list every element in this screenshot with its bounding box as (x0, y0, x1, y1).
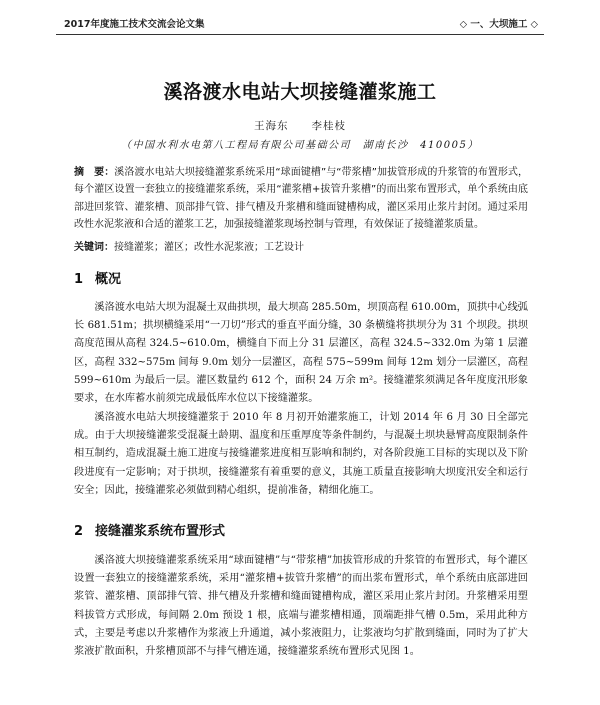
running-head (64, 12, 538, 34)
header-rule (56, 34, 544, 35)
section-number: 2 (74, 524, 84, 539)
abstract (74, 164, 528, 234)
section-title: 接缝灌浆系统布置形式 (95, 524, 226, 539)
section-heading-1 (74, 268, 121, 287)
section-title: 概况 (95, 272, 122, 287)
section-number: 1 (74, 272, 84, 287)
running-head-right: ◇ 一、大坝施工 ◇ (459, 19, 538, 30)
section-1-paragraph-2: 溪洛渡水电站大坝接缝灌浆于 2010 年 8 月初开始灌浆施工，计划 2014 年 6 月 30 日全部完成。由于大坝接缝灌浆受混凝土龄期、温度和压重厚度等条件制约，与混凝土坝块悬臂高度限制条件相互制约，造成混凝土施工进度与接缝灌浆进度相互影响和制约，对各阶段施工目标的实现以及下阶段进度有一定影响；对于拱坝，接缝灌浆有着重要的意义，其施工质量直接影响大坝度汛安全和运行安全；因此，接缝灌浆必须做到精心组织，提前准备，精细化施工。 (74, 412, 528, 496)
section-heading-2 (74, 520, 225, 539)
section-2-paragraph-1: 溪洛渡大坝接缝灌浆系统采用“球面键槽”与“带浆槽”加拔管形成的升浆管的布置形式，每个灌区设置一套独立的接缝灌浆系统，采用“灌浆槽+拔管升浆槽”的而出浆布置形式，单个系统由底部进回浆管、灌浆槽、顶部排气管、排气槽及升浆槽和缝面键槽构成，灌区采用止浆片封闭。升浆槽采用塑料拔管方式形成，每间隔 2.0m 预设 1 根，底端与灌浆槽相通，顶端距排气槽 0.5m，采用此种方式，主要是考虑以升浆槽作为浆液上升通道，减小浆液阻力，让浆液均匀扩散到缝面，同时为了扩大浆液扩散面积，升浆槽顶部不与排气槽连通，接缝灌浆系统布置形式见图 1。 (74, 555, 528, 658)
abstract-text: 溪洛渡水电站大坝接缝灌浆系统采用“球面键槽”与“带浆槽”加拔管形成的升浆管的布置形式，每个灌区设置一套独立的接缝灌浆系统，采用“灌浆槽+拔管升浆槽”的而出浆布置形式，单个系统由底部进回浆管、灌浆槽、顶部排气管、排气槽及升浆槽和缝面键槽构成，灌区采用止浆片封闭。通过采用改性水泥浆液和合适的灌浆工艺，加强接缝灌浆现场控制与管理，有效保证了接缝灌浆质量。 (74, 167, 529, 231)
keywords-label: 关键词： (74, 242, 114, 253)
keywords (74, 239, 528, 256)
section-1-paragraph-1: 溪洛渡水电站大坝为混凝土双曲拱坝，最大坝高 285.50m，坝顶高程 610.00m，顶拱中心线弧长 681.51m；拱坝横缝采用“一刀切”形式的垂直平面分缝，30 条横缝将拱坝分为 31 个坝段。拱坝高度范围从高程 324.5~610.0m，横缝自下而上分 31 层灌区，高程 324.5~332.0m 为第 1 层灌区，高程 332~575m 间每 9.0m 划分一层灌区，高程 575~599m 间每 12m 划分一层灌区，高程 599~610m 为最后一层。灌区数量约 612 个，面积 24 万余 m²。接缝灌浆须满足各年度度汛形象要求，在水库蓄水前须完成最低库水位以下接缝灌浆。 (74, 302, 528, 405)
article-title: 溪洛渡水电站大坝接缝灌浆施工 (163, 81, 437, 103)
article-authors: 王海东 李桂枝 (254, 120, 346, 132)
article-affiliation: （中国水利水电第八工程局有限公司基础公司 湖南长沙 410005） (121, 140, 479, 151)
running-head-left: 2017年度施工技术交流会论文集 (64, 19, 205, 30)
keywords-text: 接缝灌浆；灌区；改性水泥浆液；工艺设计 (114, 242, 304, 253)
abstract-label: 摘 要： (74, 167, 115, 178)
